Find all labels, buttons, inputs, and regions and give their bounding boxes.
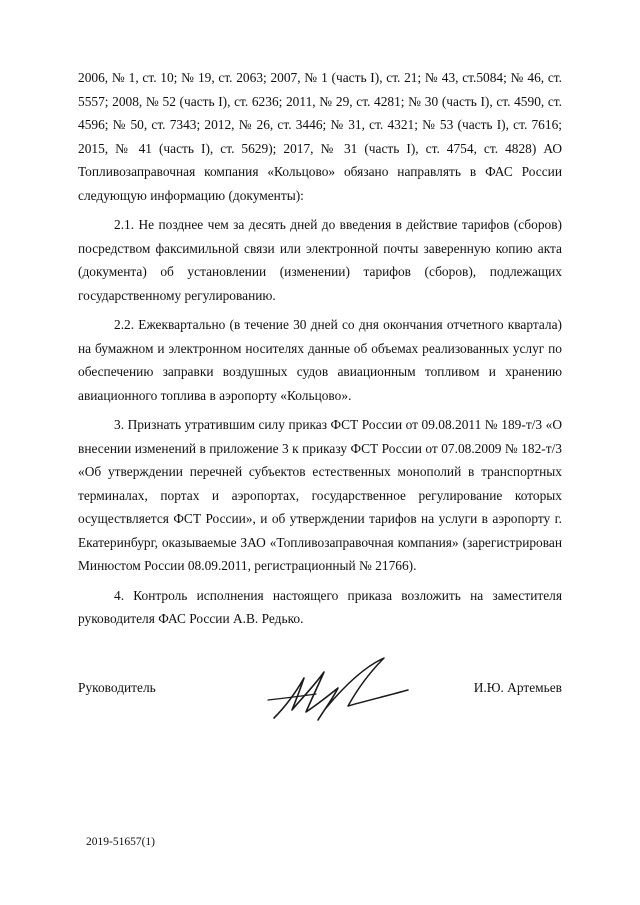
paragraph-4: 4. Контроль исполнения настоящего приказа возложить на заместителя руководителя ФАС России А.В. Редько. (78, 587, 562, 626)
paragraph-2-2: 2.2. Ежеквартально (в течение 30 дней со дня окончания отчетного квартала) на бумажном и электронном носителях данные об объемах реализованных услуг по обеспечению заправки воздушных судов авиационным топливом и хранению авиационного топлива в аэропорту «Кольцово». (78, 317, 562, 403)
paragraph-continuation: 2006, № 1, ст. 10; № 19, ст. 2063; 2007, № 1 (часть I), ст. 21; № 43, ст.5084; № 46, ст. 5557; 2008, № 52 (часть I), ст. 6236; 2011, № 29, ст. 4281; № 30 (часть I), ст. 4590, ст. 4596; № 50, ст. 7343; 2012, № 26, ст. 3446; № 31, ст. 4321; № 53 (часть I), ст. 7616; 2015, № 41 (часть I), ст. 5629); 2017, № 31 (часть I), ст. 4754, ст. 4828) АО Топливозаправочная компания «Кольцово» обязано направлять в ФАС России следующую информацию (документы): (78, 70, 562, 203)
handwritten-signature-icon (266, 648, 416, 728)
body-text (78, 66, 562, 631)
signatory-name: И.Ю. Артемьев (473, 680, 562, 695)
document-id: 2019-51657(1) (86, 836, 155, 848)
paragraph-3: 3. Признать утратившим силу приказ ФСТ России от 09.08.2011 № 189-т/3 «О внесении изменений в приложение 3 к приказу ФСТ России от 07.08.2009 № 182-т/3 «Об утверждении перечней субъектов естественных монополий в транспортных терминалах, портах и аэропортах, государственное регулирование которых осуществляется ФСТ России», и об утверждении тарифов на услуги в аэропорту г. Екатеринбург, оказываемые ЗАО «Топливозаправочная компания» (зарегистрирован Минюстом России 08.09.2011, регистрационный № 21766). (78, 417, 562, 573)
signatory-role: Руководитель (78, 680, 156, 695)
paragraph-2-1: 2.1. Не позднее чем за десять дней до введения в действие тарифов (сборов) посредством факсимильной связи или электронной почты заверенную копию акта (документа) об установлении (изменении) тарифов (сборов), подлежащих государственному регулированию. (78, 217, 562, 303)
